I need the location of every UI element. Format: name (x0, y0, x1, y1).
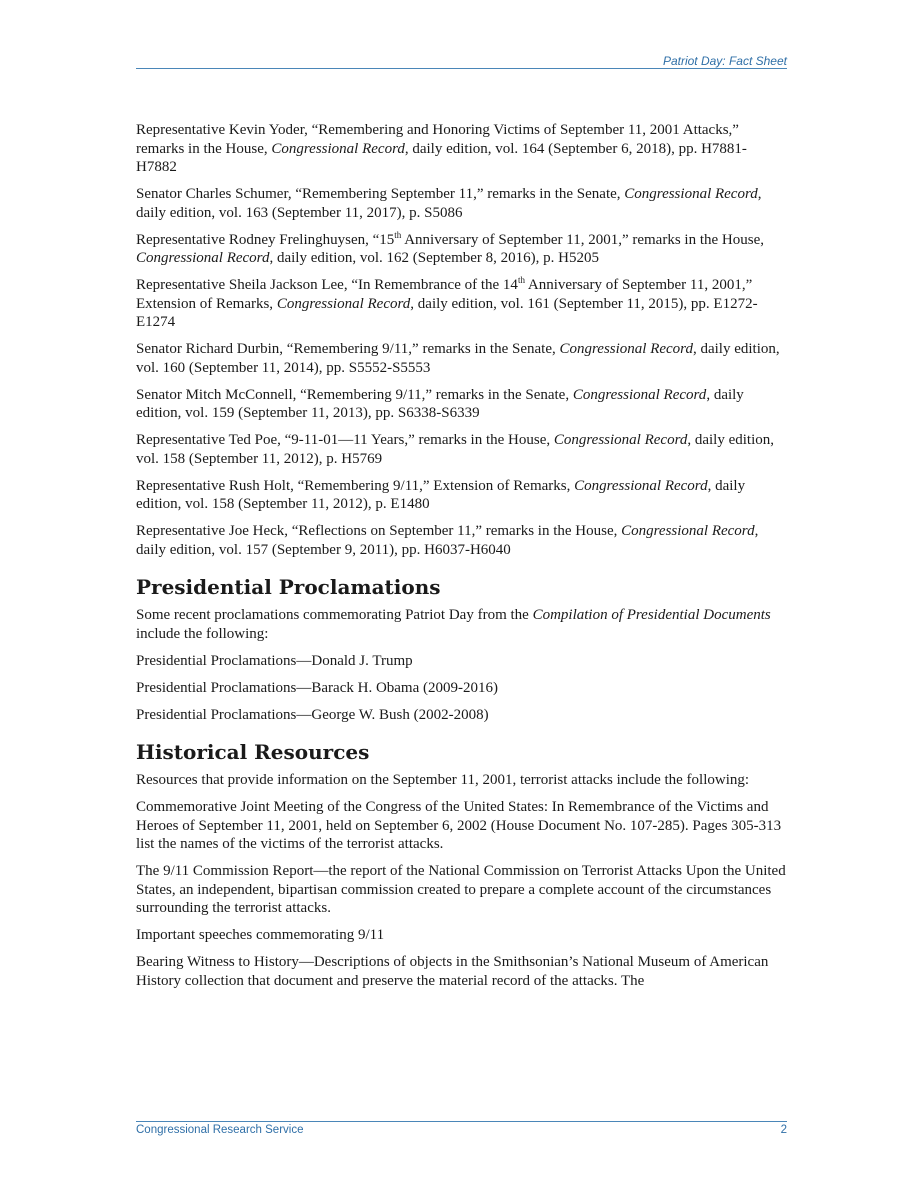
citation-7: Representative Ted Poe, “9-11-01—11 Years,” remarks in the House, Congressional Record, daily edition, vol. 158 (September 11, 2012), p. H5769 (136, 432, 775, 467)
footer-organization: Congressional Research Service (136, 1124, 304, 1136)
presidential-intro: Some recent proclamations commemorating Patriot Day from the Compilation of Presidential Documents include the following: (136, 607, 771, 642)
citation-6: Senator Mitch McConnell, “Remembering 9/11,” remarks in the Senate, Congressional Record, daily edition, vol. 159 (September 11, 2013), pp. S6338-S6339 (136, 386, 744, 421)
document-body (136, 121, 787, 999)
citation-5: Senator Richard Durbin, “Remembering 9/11,” remarks in the Senate, Congressional Record, daily edition, vol. 160 (September 11, 2014), pp. S5552-S5553 (136, 341, 780, 376)
proclamation-link-obama[interactable]: Presidential Proclamations—Barack H. Obama (2009-2016) (136, 679, 498, 696)
running-header: Patriot Day: Fact Sheet (662, 54, 787, 68)
resource-bearing-witness: Bearing Witness to History—Descriptions of objects in the Smithsonian’s National Museum of American History collection that document and preserve the material record of the attacks. The (136, 954, 769, 989)
resource-commission-report: The 9/11 Commission Report—the report of the National Commission on Terrorist Attacks Upon the United States, an independent, bipartisan commission created to prepare a complete account of the circumstances surrounding the terrorist attacks. (136, 863, 786, 916)
historical-intro: Resources that provide information on the September 11, 2001, terrorist attacks include the following: (136, 772, 750, 788)
citation-9: Representative Joe Heck, “Reflections on September 11,” remarks in the House, Congressional Record, daily edition, vol. 157 (September 9, 2011), pp. H6037-H6040 (136, 523, 759, 558)
resource-joint-meeting: Commemorative Joint Meeting of the Congress of the United States: In Remembrance of the Victims and Heroes of September 11, 2001, held on September 6, 2002 (House Document No. 107-285). Pages 305-313 list the names of the victims of the terrorist attacks. (136, 799, 782, 852)
citation-8: Representative Rush Holt, “Remembering 9/11,” Extension of Remarks, Congressional Record, daily edition, vol. 158 (September 11, 2012), p. E1480 (136, 477, 746, 512)
header-divider (136, 68, 787, 69)
citation-2: Senator Charles Schumer, “Remembering September 11,” remarks in the Senate, Congressional Record, daily edition, vol. 163 (September 11, 2017), p. S5086 (136, 186, 762, 221)
proclamation-link-trump[interactable]: Presidential Proclamations—Donald J. Trump (136, 652, 413, 669)
page-number: 2 (780, 1124, 787, 1136)
presidential-proclamations-heading: Presidential Proclamations (136, 575, 441, 599)
citation-1: Representative Kevin Yoder, “Remembering and Honoring Victims of September 11, 2001 Attacks,” remarks in the House, Congressional Record, daily edition, vol. 164 (September 6, 2018), pp. H7881-H7882 (136, 122, 747, 175)
resource-important-speeches[interactable]: Important speeches commemorating 9/11 (136, 927, 385, 943)
proclamation-link-bush[interactable]: Presidential Proclamations—George W. Bush (2002-2008) (136, 706, 489, 723)
citation-4: Representative Sheila Jackson Lee, “In Remembrance of the 14th Anniversary of September 11, 2001,” Extension of Remarks, Congressional Record, daily edition, vol. 161 (September 11, 2015), pp. E1272-E1274 (136, 275, 758, 330)
citation-3: Representative Rodney Frelinghuysen, “15th Anniversary of September 11, 2001,” remarks in the House, Congressional Record, daily edition, vol. 162 (September 8, 2016), p. H5205 (136, 229, 764, 266)
footer-divider (136, 1121, 787, 1122)
historical-resources-heading: Historical Resources (136, 740, 370, 764)
